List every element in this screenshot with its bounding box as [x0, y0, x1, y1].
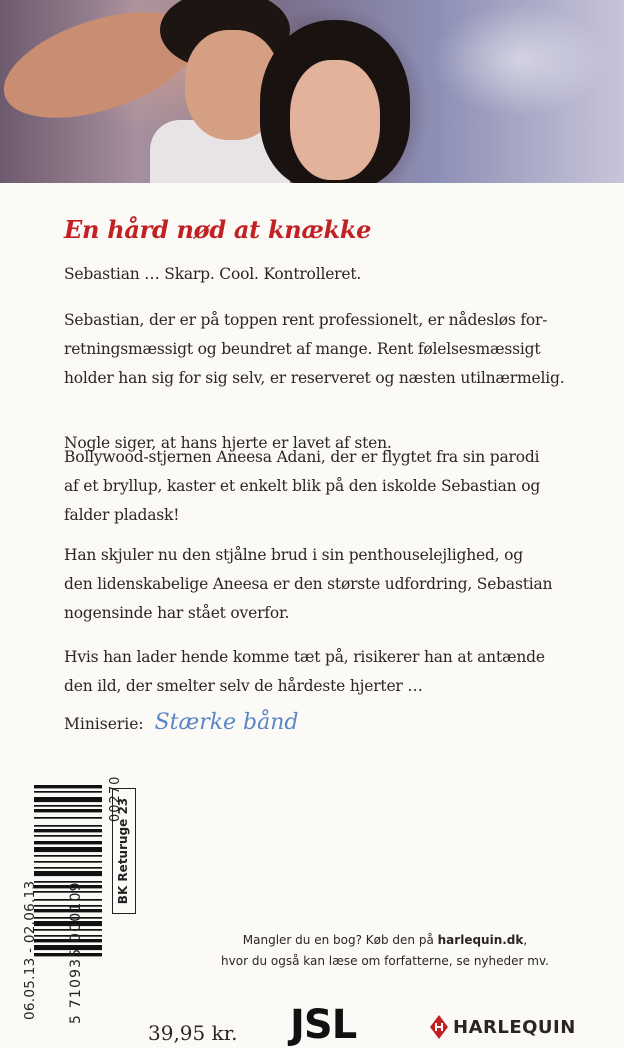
cover-photo	[0, 0, 624, 183]
promo-line-1-suffix: ,	[523, 933, 528, 947]
return-week-label: BK Returuge 23	[112, 788, 136, 914]
harlequin-logo	[430, 1015, 576, 1039]
cover-photo-woman-face	[290, 60, 380, 180]
promo-line-1-prefix: Mangler du en bog? Køb den på	[242, 933, 434, 947]
book-title: En hård nød at knække	[64, 215, 372, 244]
promo-line-1	[200, 930, 570, 951]
harlequin-diamond-icon	[430, 1015, 448, 1039]
promo-text	[200, 930, 570, 972]
blurb-paragraph-2: Sebastian, der er på toppen rent professionelt, er nådesløs for- retningsmæssigt og beundret af mange. Rent følelsesmæssigt holder han sig for sig selv, er reserveret og næsten utilnærmelig.	[64, 311, 565, 387]
price: 39,95 kr.	[148, 1021, 238, 1045]
promo-website: harlequin.dk	[437, 933, 524, 947]
blurb-paragraph-4: Bollywood-stjernen Aneesa Adani, der er flygtet fra sin parodi af et bryllup, kaster et enkelt blik på den iskolde Sebastian og falder pladask!	[64, 448, 541, 524]
series-label: Miniserie:	[64, 715, 144, 733]
series-name: Stærke bånd	[154, 710, 299, 735]
blurb-paragraph-5: Han skjuler nu den stjålne brud i sin penthouselejlighed, og den lidenskabelige Aneesa er den største udfordring, Sebastian nogensinde har stået overfor.	[64, 546, 553, 622]
return-number: 00270	[108, 775, 123, 822]
blurb-paragraph-6: Hvis han lader hende komme tæt på, risikerer han at antænde den ild, der smelter selv de hårdeste hjerter …	[64, 648, 545, 695]
series-row	[64, 710, 299, 735]
harlequin-wordmark: HARLEQUIN	[453, 1016, 576, 1038]
barcode-digits: 5 710935 000109	[68, 881, 84, 1024]
blurb-paragraph-1: Sebastian … Skarp. Cool. Kontrolleret.	[64, 265, 362, 283]
jsl-logo: JSL	[290, 1002, 357, 1048]
promo-line-2: hvor du også kan læse om forfatterne, se nyheder mv.	[221, 954, 549, 968]
blurb-paragraph-3: Nogle siger, at hans hjerte er lavet af sten.	[64, 434, 392, 452]
return-date-range: 06.05.13 - 02.06.13	[22, 880, 38, 1020]
